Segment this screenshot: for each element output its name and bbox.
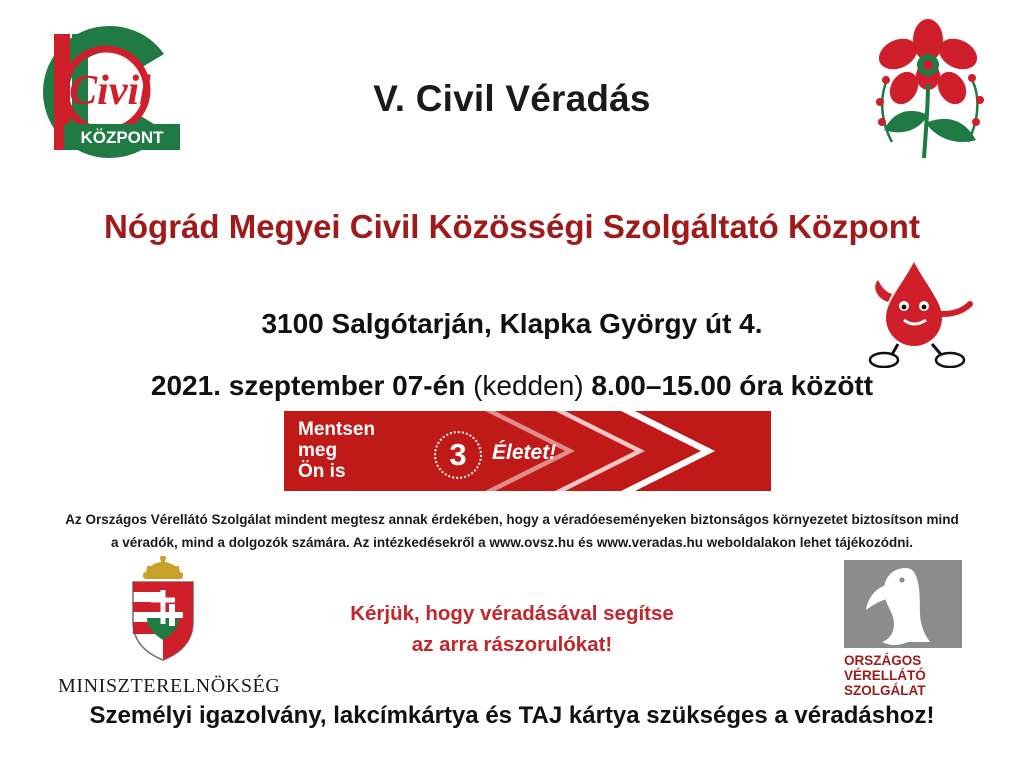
ovsz-label-line1: ORSZÁGOS bbox=[844, 653, 922, 668]
venue-address: 3100 Salgótarján, Klapka György út 4. bbox=[261, 308, 763, 339]
safety-disclaimer bbox=[22, 508, 1002, 554]
civil-logo-word: Civil bbox=[69, 68, 151, 114]
banner-slogan bbox=[298, 419, 375, 482]
banner-number-three: 3 bbox=[434, 431, 482, 479]
call-to-action-line2: az arra rászorulókat! bbox=[411, 633, 613, 656]
event-day-note: (kedden) bbox=[473, 370, 584, 401]
banner-slogan-line1: Mentsen bbox=[298, 419, 376, 440]
safety-disclaimer-line1: Az Országos Vérellátó Szolgálat mindent megtesz annak érdekében, hogy a véradóeseményeken biztonságos környezetet biztosítson mind bbox=[65, 512, 959, 527]
event-hours: 8.00–15.00 óra között bbox=[591, 370, 874, 401]
event-datetime bbox=[0, 370, 1024, 402]
event-date: 2021. szeptember 07-én bbox=[150, 370, 466, 401]
required-documents-note: Személyi igazolvány, lakcímkártya és TAJ kártya szükséges a véradáshoz! bbox=[89, 702, 935, 729]
banner-slogan-line3: Ön is bbox=[298, 461, 346, 482]
organization-name: Nógrád Megyei Civil Közösségi Szolgáltató Központ bbox=[104, 208, 920, 245]
call-to-action-line1: Kérjük, hogy véradásával segítse bbox=[350, 602, 674, 625]
call-to-action bbox=[0, 598, 1024, 660]
page-title: V. Civil Véradás bbox=[373, 78, 651, 119]
civil-logo-subtitle: KÖZPONT bbox=[80, 128, 164, 147]
safety-disclaimer-line2: a véradók, mind a dolgozók számára. Az intézkedésekről a www.ovsz.hu és www.veradas.hu weboldalakon lehet tájékozódni. bbox=[111, 535, 913, 550]
banner-word-eletet: Életet! bbox=[492, 441, 557, 464]
government-label: MINISZTERELNÖKSÉG bbox=[58, 675, 281, 697]
banner-slogan-line2: meg bbox=[298, 440, 338, 461]
save-three-lives-banner bbox=[284, 411, 771, 491]
ovsz-label-line3: SZOLGÁLAT bbox=[844, 683, 926, 698]
ovsz-label-line2: VÉRELLÁTÓ bbox=[844, 668, 926, 683]
banner-chevron-front bbox=[621, 411, 771, 491]
